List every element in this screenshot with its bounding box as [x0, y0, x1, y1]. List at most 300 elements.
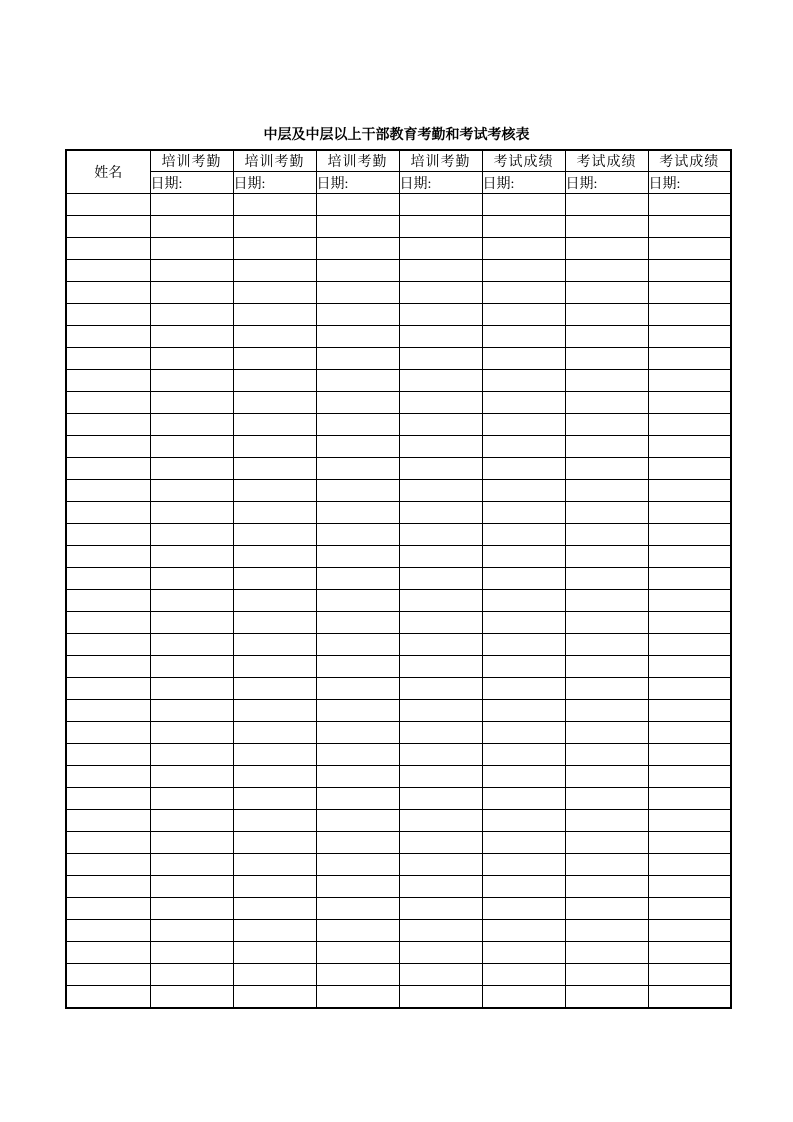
body-cell — [316, 590, 399, 612]
table-row — [66, 788, 731, 810]
body-cell — [648, 788, 731, 810]
body-cell — [150, 326, 233, 348]
body-cell — [482, 964, 565, 986]
table-row — [66, 942, 731, 964]
header-row-main — [66, 150, 731, 172]
body-cell — [316, 832, 399, 854]
body-cell — [150, 612, 233, 634]
body-cell — [565, 348, 648, 370]
column-header-training-4: 培训考勤 — [399, 150, 482, 172]
body-cell — [482, 370, 565, 392]
body-cell — [150, 590, 233, 612]
table-row — [66, 546, 731, 568]
body-cell — [316, 964, 399, 986]
body-cell — [150, 766, 233, 788]
body-cell — [399, 502, 482, 524]
body-cell — [482, 744, 565, 766]
body-cell — [316, 414, 399, 436]
body-cell — [150, 854, 233, 876]
body-cell — [316, 304, 399, 326]
body-cell — [482, 348, 565, 370]
table-row — [66, 744, 731, 766]
body-cell — [399, 656, 482, 678]
body-cell — [565, 370, 648, 392]
body-cell — [66, 546, 150, 568]
body-cell — [648, 744, 731, 766]
body-cell — [316, 326, 399, 348]
body-cell — [316, 238, 399, 260]
body-cell — [150, 898, 233, 920]
body-cell — [233, 568, 316, 590]
table-row — [66, 986, 731, 1009]
body-cell — [150, 502, 233, 524]
body-cell — [66, 766, 150, 788]
body-cell — [399, 436, 482, 458]
body-cell — [233, 326, 316, 348]
table-row — [66, 392, 731, 414]
body-cell — [66, 788, 150, 810]
body-cell — [648, 634, 731, 656]
body-cell — [66, 326, 150, 348]
body-cell — [316, 436, 399, 458]
body-cell — [399, 612, 482, 634]
body-cell — [66, 656, 150, 678]
body-cell — [233, 216, 316, 238]
body-cell — [150, 480, 233, 502]
body-cell — [482, 304, 565, 326]
body-cell — [66, 854, 150, 876]
body-cell — [316, 722, 399, 744]
body-cell — [316, 546, 399, 568]
body-cell — [66, 304, 150, 326]
body-cell — [482, 612, 565, 634]
body-cell — [316, 502, 399, 524]
body-cell — [66, 436, 150, 458]
body-cell — [233, 370, 316, 392]
body-cell — [399, 722, 482, 744]
body-cell — [66, 216, 150, 238]
body-cell — [316, 656, 399, 678]
body-cell — [66, 524, 150, 546]
body-cell — [399, 876, 482, 898]
body-cell — [648, 436, 731, 458]
table-row — [66, 568, 731, 590]
header-row-date — [66, 172, 731, 194]
table-row — [66, 480, 731, 502]
column-header-training-1: 培训考勤 — [150, 150, 233, 172]
body-cell — [66, 920, 150, 942]
body-cell — [150, 942, 233, 964]
body-cell — [66, 722, 150, 744]
table-row — [66, 964, 731, 986]
body-cell — [648, 392, 731, 414]
body-cell — [66, 348, 150, 370]
body-cell — [565, 898, 648, 920]
body-cell — [233, 986, 316, 1009]
body-cell — [565, 832, 648, 854]
body-cell — [565, 216, 648, 238]
body-cell — [399, 788, 482, 810]
body-cell — [399, 238, 482, 260]
body-cell — [66, 370, 150, 392]
body-cell — [233, 260, 316, 282]
body-cell — [399, 546, 482, 568]
body-cell — [316, 216, 399, 238]
body-cell — [66, 634, 150, 656]
date-label-cell: 日期: — [482, 172, 565, 194]
date-label-cell: 日期: — [399, 172, 482, 194]
body-cell — [66, 590, 150, 612]
body-cell — [316, 634, 399, 656]
body-cell — [66, 986, 150, 1009]
body-cell — [66, 238, 150, 260]
table-row — [66, 700, 731, 722]
body-cell — [565, 766, 648, 788]
body-cell — [565, 326, 648, 348]
body-cell — [648, 282, 731, 304]
table-row — [66, 766, 731, 788]
body-cell — [399, 590, 482, 612]
body-cell — [66, 194, 150, 216]
body-cell — [482, 942, 565, 964]
table-row — [66, 898, 731, 920]
body-cell — [482, 766, 565, 788]
body-cell — [648, 502, 731, 524]
body-cell — [316, 348, 399, 370]
body-cell — [66, 458, 150, 480]
body-cell — [399, 942, 482, 964]
body-cell — [399, 304, 482, 326]
body-cell — [565, 854, 648, 876]
body-cell — [565, 810, 648, 832]
body-cell — [316, 458, 399, 480]
body-cell — [233, 722, 316, 744]
body-cell — [233, 634, 316, 656]
body-cell — [565, 238, 648, 260]
body-cell — [565, 568, 648, 590]
body-cell — [648, 216, 731, 238]
body-cell — [648, 480, 731, 502]
body-cell — [648, 964, 731, 986]
body-cell — [565, 436, 648, 458]
body-cell — [399, 568, 482, 590]
body-cell — [233, 436, 316, 458]
body-cell — [648, 678, 731, 700]
body-cell — [66, 414, 150, 436]
table-row — [66, 326, 731, 348]
body-cell — [150, 964, 233, 986]
body-cell — [316, 260, 399, 282]
table-row — [66, 370, 731, 392]
body-cell — [66, 502, 150, 524]
body-cell — [150, 458, 233, 480]
column-header-exam-2: 考试成绩 — [565, 150, 648, 172]
body-cell — [648, 810, 731, 832]
body-cell — [399, 744, 482, 766]
body-cell — [150, 216, 233, 238]
table-row — [66, 414, 731, 436]
body-cell — [565, 480, 648, 502]
body-cell — [316, 920, 399, 942]
body-cell — [150, 722, 233, 744]
body-cell — [648, 546, 731, 568]
body-cell — [150, 370, 233, 392]
body-cell — [233, 898, 316, 920]
table-row — [66, 832, 731, 854]
body-cell — [316, 942, 399, 964]
body-cell — [648, 920, 731, 942]
body-cell — [233, 458, 316, 480]
body-cell — [233, 744, 316, 766]
body-cell — [565, 656, 648, 678]
body-cell — [66, 480, 150, 502]
body-cell — [150, 810, 233, 832]
body-cell — [233, 282, 316, 304]
body-cell — [150, 392, 233, 414]
body-cell — [316, 986, 399, 1009]
body-cell — [399, 414, 482, 436]
table-row — [66, 282, 731, 304]
body-cell — [565, 414, 648, 436]
body-cell — [399, 832, 482, 854]
body-cell — [399, 194, 482, 216]
body-cell — [482, 920, 565, 942]
body-cell — [482, 480, 565, 502]
body-cell — [233, 304, 316, 326]
body-cell — [482, 700, 565, 722]
body-cell — [66, 876, 150, 898]
body-cell — [66, 964, 150, 986]
body-cell — [565, 392, 648, 414]
body-cell — [150, 700, 233, 722]
body-cell — [482, 832, 565, 854]
body-cell — [482, 458, 565, 480]
body-cell — [648, 370, 731, 392]
body-cell — [316, 854, 399, 876]
body-cell — [233, 678, 316, 700]
body-cell — [565, 458, 648, 480]
body-cell — [648, 348, 731, 370]
body-cell — [233, 524, 316, 546]
body-cell — [565, 942, 648, 964]
document-title: 中层及中层以上干部教育考勤和考试考核表 — [263, 128, 530, 143]
body-cell — [648, 612, 731, 634]
body-cell — [233, 964, 316, 986]
body-cell — [399, 458, 482, 480]
body-cell — [482, 216, 565, 238]
body-cell — [399, 348, 482, 370]
body-cell — [316, 898, 399, 920]
body-cell — [233, 810, 316, 832]
body-cell — [399, 766, 482, 788]
body-cell — [482, 678, 565, 700]
body-cell — [565, 744, 648, 766]
body-cell — [316, 392, 399, 414]
body-cell — [648, 942, 731, 964]
body-cell — [66, 260, 150, 282]
body-cell — [565, 876, 648, 898]
body-cell — [648, 876, 731, 898]
body-cell — [399, 810, 482, 832]
body-cell — [648, 414, 731, 436]
body-cell — [399, 480, 482, 502]
body-cell — [233, 348, 316, 370]
body-cell — [565, 304, 648, 326]
body-cell — [150, 524, 233, 546]
table-row — [66, 238, 731, 260]
body-cell — [482, 238, 565, 260]
body-cell — [316, 282, 399, 304]
body-cell — [66, 744, 150, 766]
body-cell — [399, 634, 482, 656]
body-cell — [399, 282, 482, 304]
body-cell — [150, 876, 233, 898]
body-cell — [233, 788, 316, 810]
table-row — [66, 260, 731, 282]
body-cell — [66, 942, 150, 964]
body-cell — [233, 590, 316, 612]
table-row — [66, 348, 731, 370]
body-cell — [482, 502, 565, 524]
table-row — [66, 524, 731, 546]
table-body — [66, 194, 731, 1009]
body-cell — [66, 700, 150, 722]
body-cell — [399, 370, 482, 392]
body-cell — [150, 260, 233, 282]
body-cell — [316, 788, 399, 810]
body-cell — [565, 634, 648, 656]
body-cell — [150, 568, 233, 590]
body-cell — [648, 326, 731, 348]
body-cell — [66, 568, 150, 590]
body-cell — [648, 590, 731, 612]
body-cell — [399, 964, 482, 986]
table-row — [66, 854, 731, 876]
body-cell — [565, 986, 648, 1009]
body-cell — [648, 854, 731, 876]
body-cell — [565, 524, 648, 546]
body-cell — [399, 986, 482, 1009]
body-cell — [233, 392, 316, 414]
body-cell — [316, 370, 399, 392]
table-row — [66, 436, 731, 458]
table-row — [66, 590, 731, 612]
body-cell — [150, 656, 233, 678]
body-cell — [648, 458, 731, 480]
body-cell — [233, 942, 316, 964]
body-cell — [316, 678, 399, 700]
body-cell — [565, 590, 648, 612]
body-cell — [233, 876, 316, 898]
body-cell — [648, 568, 731, 590]
table-row — [66, 656, 731, 678]
body-cell — [565, 546, 648, 568]
body-cell — [150, 634, 233, 656]
body-cell — [399, 854, 482, 876]
body-cell — [565, 678, 648, 700]
body-cell — [648, 238, 731, 260]
body-cell — [233, 766, 316, 788]
body-cell — [482, 260, 565, 282]
body-cell — [233, 854, 316, 876]
body-cell — [233, 194, 316, 216]
body-cell — [565, 260, 648, 282]
body-cell — [66, 612, 150, 634]
body-cell — [482, 194, 565, 216]
body-cell — [482, 810, 565, 832]
body-cell — [66, 678, 150, 700]
body-cell — [482, 898, 565, 920]
body-cell — [150, 304, 233, 326]
body-cell — [482, 788, 565, 810]
body-cell — [565, 722, 648, 744]
body-cell — [482, 590, 565, 612]
body-cell — [648, 304, 731, 326]
body-cell — [150, 238, 233, 260]
body-cell — [482, 436, 565, 458]
body-cell — [399, 392, 482, 414]
assessment-table — [65, 149, 732, 1009]
body-cell — [482, 326, 565, 348]
column-header-training-2: 培训考勤 — [233, 150, 316, 172]
body-cell — [316, 568, 399, 590]
body-cell — [150, 194, 233, 216]
body-cell — [233, 612, 316, 634]
body-cell — [399, 260, 482, 282]
body-cell — [482, 656, 565, 678]
body-cell — [66, 832, 150, 854]
body-cell — [150, 986, 233, 1009]
table-row — [66, 634, 731, 656]
body-cell — [565, 502, 648, 524]
body-cell — [565, 194, 648, 216]
body-cell — [233, 700, 316, 722]
body-cell — [233, 656, 316, 678]
body-cell — [565, 920, 648, 942]
body-cell — [233, 546, 316, 568]
date-label-cell: 日期: — [316, 172, 399, 194]
body-cell — [565, 282, 648, 304]
body-cell — [648, 832, 731, 854]
body-cell — [648, 766, 731, 788]
table-row — [66, 216, 731, 238]
body-cell — [150, 744, 233, 766]
name-column-header: 姓名 — [66, 150, 150, 194]
body-cell — [316, 810, 399, 832]
body-cell — [565, 964, 648, 986]
table-row — [66, 194, 731, 216]
body-cell — [316, 700, 399, 722]
body-cell — [316, 612, 399, 634]
body-cell — [150, 678, 233, 700]
date-label-cell: 日期: — [648, 172, 731, 194]
body-cell — [482, 414, 565, 436]
body-cell — [648, 898, 731, 920]
body-cell — [316, 524, 399, 546]
body-cell — [150, 282, 233, 304]
body-cell — [150, 414, 233, 436]
date-label-cell: 日期: — [565, 172, 648, 194]
column-header-exam-1: 考试成绩 — [482, 150, 565, 172]
column-header-training-3: 培训考勤 — [316, 150, 399, 172]
table-row — [66, 678, 731, 700]
body-cell — [565, 700, 648, 722]
body-cell — [399, 326, 482, 348]
body-cell — [66, 392, 150, 414]
body-cell — [233, 920, 316, 942]
body-cell — [233, 414, 316, 436]
body-cell — [482, 876, 565, 898]
